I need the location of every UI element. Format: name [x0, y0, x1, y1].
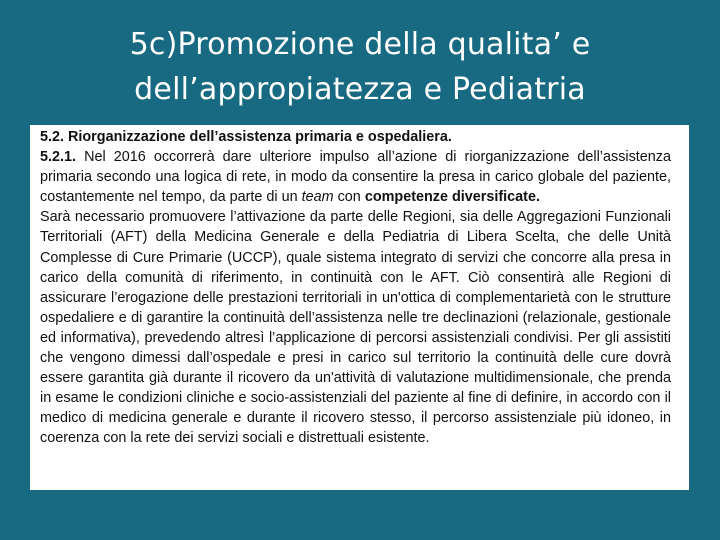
team-word: team — [301, 189, 334, 206]
document-excerpt — [30, 125, 689, 490]
slide-title-line-2: dell’appropiatezza e Pediatria — [134, 72, 586, 107]
paragraph-text-middle: con — [333, 189, 365, 206]
section-heading: 5.2. Riorganizzazione dell’assistenza primaria e ospedaliera. — [40, 129, 452, 145]
slide-title — [0, 22, 720, 112]
paragraph-regions: Sarà necessario promuovere l’attivazione da parte delle Regioni, sia delle Aggregazioni Funzionali Territoriali (AFT) della Medicina Generale e della Pediatria di Libera Scelta, che delle Unità Complesse di Cure Primarie (UCCP), quale sistema integrato di servizi che concorre alla presa in carico della comunità di riferimento, in continuità con le AFT. Ciò consentirà alle Regioni di assicurare l’erogazione delle prestazioni territoriali in un'ottica di complementarietà con le strutture ospedaliere e di garantire la continuità dell’assistenza nelle tre declinazioni (relazionale, gestionale ed informativa), prevedendo altresì l’applicazione di percorsi assistenziali condivisi. Per gli assistiti che vengono dimessi dall’ospedale e presi in carico sul territorio la continuità delle cure dovrà essere garantita già durante il ricovero da un'attività di valutazione multidimensionale, che prenda in esame le condizioni cliniche e socio-assistenziali del paziente al fine di definire, in accordo con il medico di medicina generale e durante il ricovero stesso, il percorso assistenziale più idoneo, in coerenza con la rete dei servizi sociali e distrettuali esistente. — [40, 209, 671, 447]
slide-title-line-1: 5c)Promozione della qualita’ e — [129, 27, 591, 62]
paragraph-text-start: Nel 2016 occorrerà dare ulteriore impulso all’azione di riorganizzazione dell’assistenza primaria secondo una logica di rete, in modo da consentire la presa in carico globale del paziente, costantemente nel tempo, da parte di un — [40, 149, 671, 206]
paragraph-text-end: competenze diversificate. — [364, 189, 540, 206]
paragraph-number: 5.2.1. — [40, 149, 77, 166]
paragraph-5-2-1 — [40, 147, 671, 207]
